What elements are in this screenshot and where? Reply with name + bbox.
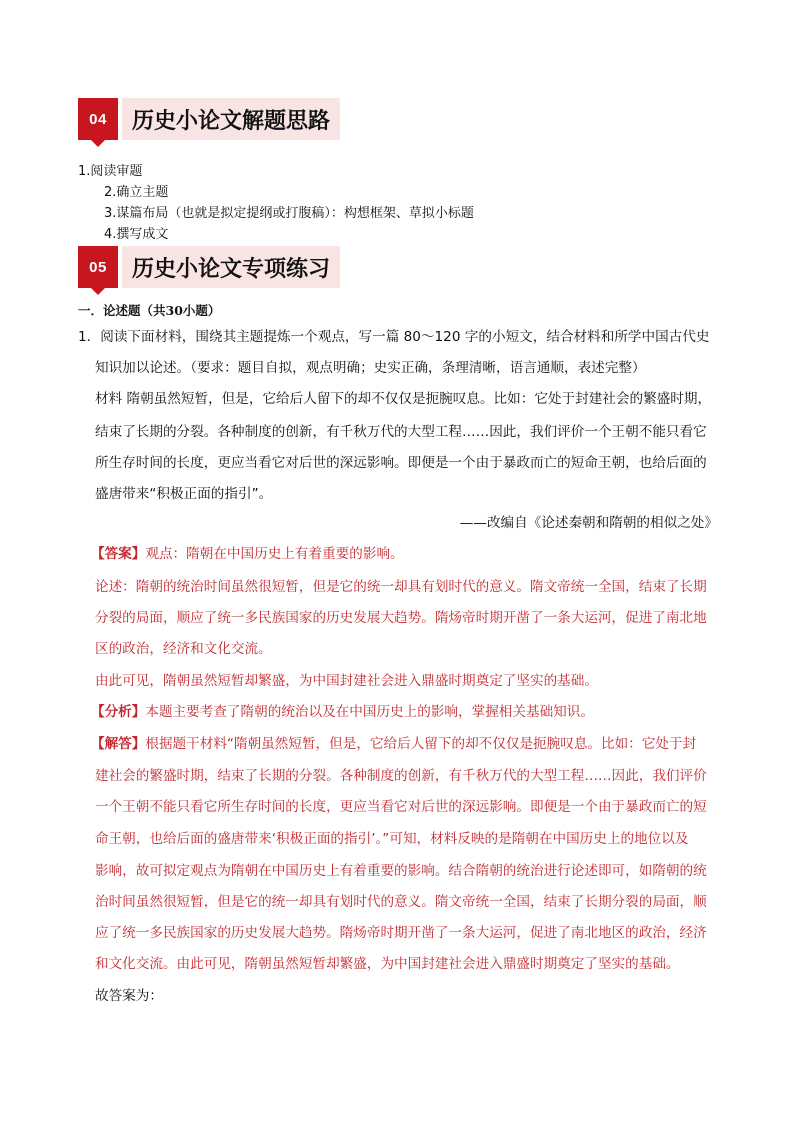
solution-line: 一个王朝不能只看它所生存时间的长度，更应当看它对后世的深远影响。即便是一个由于暴政而亡的短 — [95, 799, 707, 815]
section-title: 历史小论文专项练习 — [122, 246, 340, 288]
section-header-04 — [78, 98, 340, 140]
step-item: 1.阅读审题 — [78, 164, 143, 179]
solution-line: 治时间虽然很短暂，但是它的统一却具有划时代的意义。隋文帝统一全国，结束了长期分裂的局面，顺 — [95, 894, 707, 910]
question-line: 知识加以论述。（要求：题目自拟，观点明确；史实正确，条理清晰，语言通顺，表述完整） — [95, 360, 646, 376]
solution-tag: 【解答】 — [91, 736, 146, 752]
answer-line: 分裂的局面，顺应了统一多民族国家的历史发展大趋势。隋炀帝时期开凿了一条大运河，促进了南北地 — [95, 610, 707, 626]
solution-line: 建社会的繁盛时期，结束了长期的分裂。各种制度的创新，有千秋万代的大型工程……因此，我们评价 — [95, 768, 707, 784]
material-line: 盛唐带来“积极正面的指引”。 — [95, 486, 273, 502]
material-line: 材料 隋朝虽然短暂，但是，它给后人留下的却不仅仅是扼腕叹息。比如：它处于封建社会的繁盛时期， — [95, 391, 712, 407]
material-source: ——改编自《论述秦朝和隋朝的相似之处》 — [459, 515, 718, 531]
solution-text: 根据题干材料“隋朝虽然短暂，但是，它给后人留下的却不仅仅是扼腕叹息。比如：它处于封 — [145, 736, 697, 752]
answer-line: 由此可见，隋朝虽然短暂却繁盛，为中国封建社会进入鼎盛时期奠定了坚实的基础。 — [95, 673, 598, 689]
answer-viewpoint: 观点：隋朝在中国历史上有着重要的影响。 — [145, 546, 404, 562]
answer-tag: 【答案】 — [91, 546, 146, 562]
solution-line: 应了统一多民族国家的历史发展大趋势。隋炀帝时期开凿了一条大运河，促进了南北地区的政治，经济 — [95, 925, 707, 941]
answer-line — [91, 539, 404, 570]
material-line: 所生存时间的长度，更应当看它对后世的深远影响。即便是一个由于暴政而亡的短命王朝，也给后面的 — [95, 455, 707, 471]
question-line: 1．阅读下面材料，围绕其主题提炼一个观点，写一篇 80～120 字的小短文，结合材料和所学中国古代史 — [78, 329, 710, 345]
step-item: 2.确立主题 — [104, 185, 169, 200]
analysis-tag: 【分析】 — [91, 704, 146, 720]
step-item: 4.撰写成文 — [104, 227, 169, 242]
question-group-heading: 一．论述题（共30小题） — [78, 303, 221, 318]
analysis-line — [91, 697, 594, 728]
analysis-text: 本题主要考查了隋朝的统治以及在中国历史上的影响，掌握相关基础知识。 — [145, 704, 594, 720]
answer-line: 论述：隋朝的统治时间虽然很短暂，但是它的统一却具有划时代的意义。隋文帝统一全国，结束了长期 — [95, 579, 707, 595]
solution-line — [91, 729, 696, 760]
answer-line: 区的政治，经济和文化交流。 — [95, 641, 272, 657]
conclusion-text: 故答案为： — [95, 988, 163, 1004]
section-number-badge: 04 — [78, 98, 118, 140]
section-number-badge: 05 — [78, 246, 118, 288]
section-title: 历史小论文解题思路 — [122, 98, 340, 140]
step-item: 3.谋篇布局（也就是拟定提纲或打腹稿）：构想框架、草拟小标题 — [104, 206, 474, 221]
solution-line: 影响，故可拟定观点为隋朝在中国历史上有着重要的影响。结合隋朝的统治进行论述即可，如隋朝的统 — [95, 863, 707, 879]
section-header-05 — [78, 246, 340, 288]
solution-line: 和文化交流。由此可见，隋朝虽然短暂却繁盛，为中国封建社会进入鼎盛时期奠定了坚实的基础。 — [95, 956, 680, 972]
material-line: 结束了长期的分裂。各种制度的创新，有千秋万代的大型工程……因此，我们评价一个王朝不能只看它 — [95, 424, 707, 440]
solution-line: 命王朝，也给后面的盛唐带来‘积极正面的指引’。”可知，材料反映的是隋朝在中国历史上的地位以及 — [95, 831, 689, 847]
